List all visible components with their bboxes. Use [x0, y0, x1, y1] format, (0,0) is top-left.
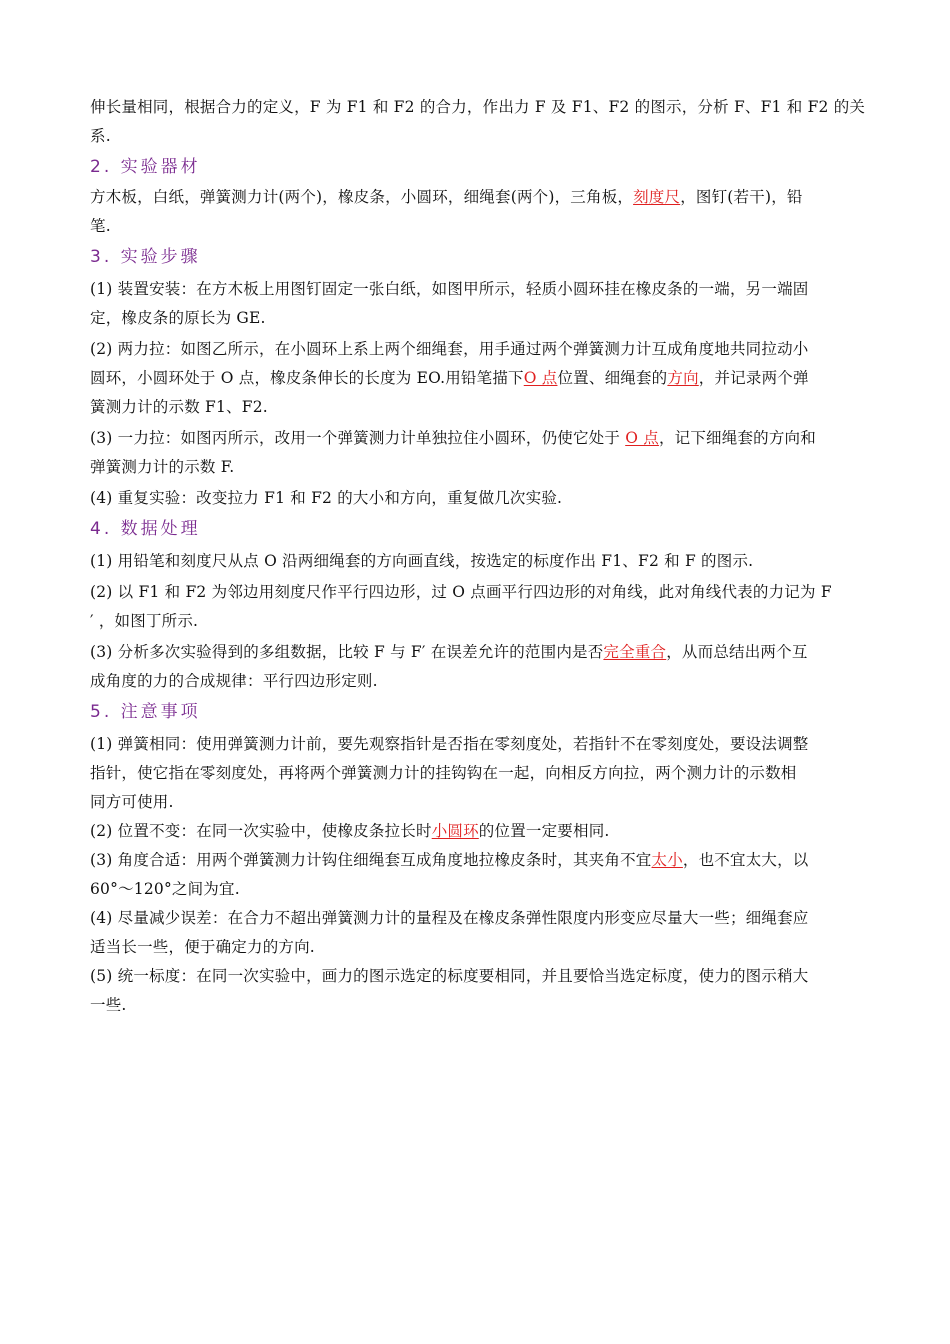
note-4-line-2: 适当长一些，便于确定力的方向.: [90, 938, 315, 956]
text: ，也不宜太大，以: [682, 851, 809, 869]
text: (3) 一力拉：如图丙所示，改用一个弹簧测力计单独拉住小圆环，仍使它处于: [90, 429, 626, 447]
document-page: [90, 93, 866, 1020]
section-heading-steps: 3. 实验步骤: [90, 247, 201, 267]
text: (2) 位置不变：在同一次实验中，使橡皮条拉长时: [90, 822, 432, 840]
highlight-answer: 方向: [667, 369, 699, 387]
step-2-line-1: (2) 两力拉：如图乙所示，在小圆环上系上两个细绳套，用手通过两个弹簧测力计互成角度地共同拉动小: [90, 340, 809, 358]
highlight-answer: 完全重合: [603, 643, 667, 661]
text: ，图钉(若干)，铅: [680, 188, 803, 206]
step-3-line-2: 弹簧测力计的示数 F.: [90, 458, 235, 476]
equipment-line-2: 笔.: [90, 217, 111, 235]
data-processing-2-line-1: (2) 以 F1 和 F2 为邻边用刻度尺作平行四边形，过 O 点画平行四边形的对角线，此对角线代表的力记为 F: [90, 583, 832, 601]
step-1-line-2: 定，橡皮条的原长为 GE.: [90, 309, 266, 327]
text: 圆环，小圆环处于 O 点，橡皮条伸长的长度为 EO.用铅笔描下: [90, 369, 524, 387]
text: (3) 分析多次实验得到的多组数据，比较 F 与 F′ 在误差允许的范围内是否: [90, 643, 604, 661]
data-processing-2-line-2: ′ ，如图丁所示.: [90, 612, 199, 630]
step-1-line-1: (1) 装置安装：在方木板上用图钉固定一张白纸，如图甲所示，轻质小圆环挂在橡皮条的一端，另一端固: [90, 280, 809, 298]
note-4-line-1: (4) 尽量减少误差：在合力不超出弹簧测力计的量程及在橡皮条弹性限度内形变应尽量大一些；细绳套应: [90, 909, 809, 927]
highlight-answer: 太小: [651, 851, 683, 869]
data-processing-3-line-1: [90, 638, 860, 667]
note-1-line-1: (1) 弹簧相同：使用弹簧测力计前，要先观察指针是否指在零刻度处，若指针不在零刻度处，要设法调整: [90, 735, 809, 753]
note-1-line-3: 同方可使用.: [90, 793, 174, 811]
step-2-line-3: 簧测力计的示数 F1、F2.: [90, 398, 268, 416]
text: 位置、细绳套的: [557, 369, 668, 387]
step-4-line-1: (4) 重复实验：改变拉力 F1 和 F2 的大小和方向，重复做几次实验.: [90, 489, 563, 507]
highlight-answer: O 点: [625, 429, 659, 447]
text: 方木板，白纸，弹簧测力计(两个)，橡皮条，小圆环，细绳套(两个)，三角板，: [90, 188, 634, 206]
text: (3) 角度合适：用两个弹簧测力计钩住细绳套互成角度地拉橡皮条时，其夹角不宜: [90, 851, 652, 869]
section-heading-equipment: 2. 实验器材: [90, 157, 201, 177]
text: ，并记录两个弹: [698, 369, 809, 387]
note-5-line-1: (5) 统一标度：在同一次实验中，画力的图示选定的标度要相同，并且要恰当选定标度，使力的图示稍大: [90, 967, 809, 985]
step-2-line-2: [90, 364, 860, 393]
note-2-line-1: [90, 817, 860, 846]
note-3-line-2: 60°～120°之间为宜.: [90, 880, 240, 898]
highlight-answer: O 点: [523, 369, 558, 387]
equipment-line-1: [90, 183, 860, 212]
text: 的位置一定要相同.: [478, 822, 610, 840]
note-5-line-2: 一些.: [90, 996, 127, 1014]
section-heading-notes: 5. 注意事项: [90, 702, 201, 722]
highlight-answer: 小圆环: [431, 822, 479, 840]
text: ，从而总结出两个互: [666, 643, 808, 661]
section-heading-data-processing: 4. 数据处理: [90, 519, 201, 539]
data-processing-3-line-2: 成角度的力的合成规律：平行四边形定则.: [90, 672, 378, 690]
text: ，记下细绳套的方向和: [658, 429, 816, 447]
intro-line-2: 系.: [90, 127, 111, 145]
data-processing-1: (1) 用铅笔和刻度尺从点 O 沿两细绳套的方向画直线，按选定的标度作出 F1、F2 和 F 的图示.: [90, 552, 754, 570]
note-1-line-2: 指针，使它指在零刻度处，再将两个弹簧测力计的挂钩钩在一起，向相反方向拉，两个测力计的示数相: [90, 764, 797, 782]
step-3-line-1: [90, 424, 860, 453]
intro-line-1: 伸长量相同，根据合力的定义，F 为 F1 和 F2 的合力，作出力 F 及 F1、F2 的图示，分析 F、F1 和 F2 的关: [90, 98, 866, 116]
highlight-answer: 刻度尺: [633, 188, 681, 206]
note-3-line-1: [90, 846, 860, 875]
